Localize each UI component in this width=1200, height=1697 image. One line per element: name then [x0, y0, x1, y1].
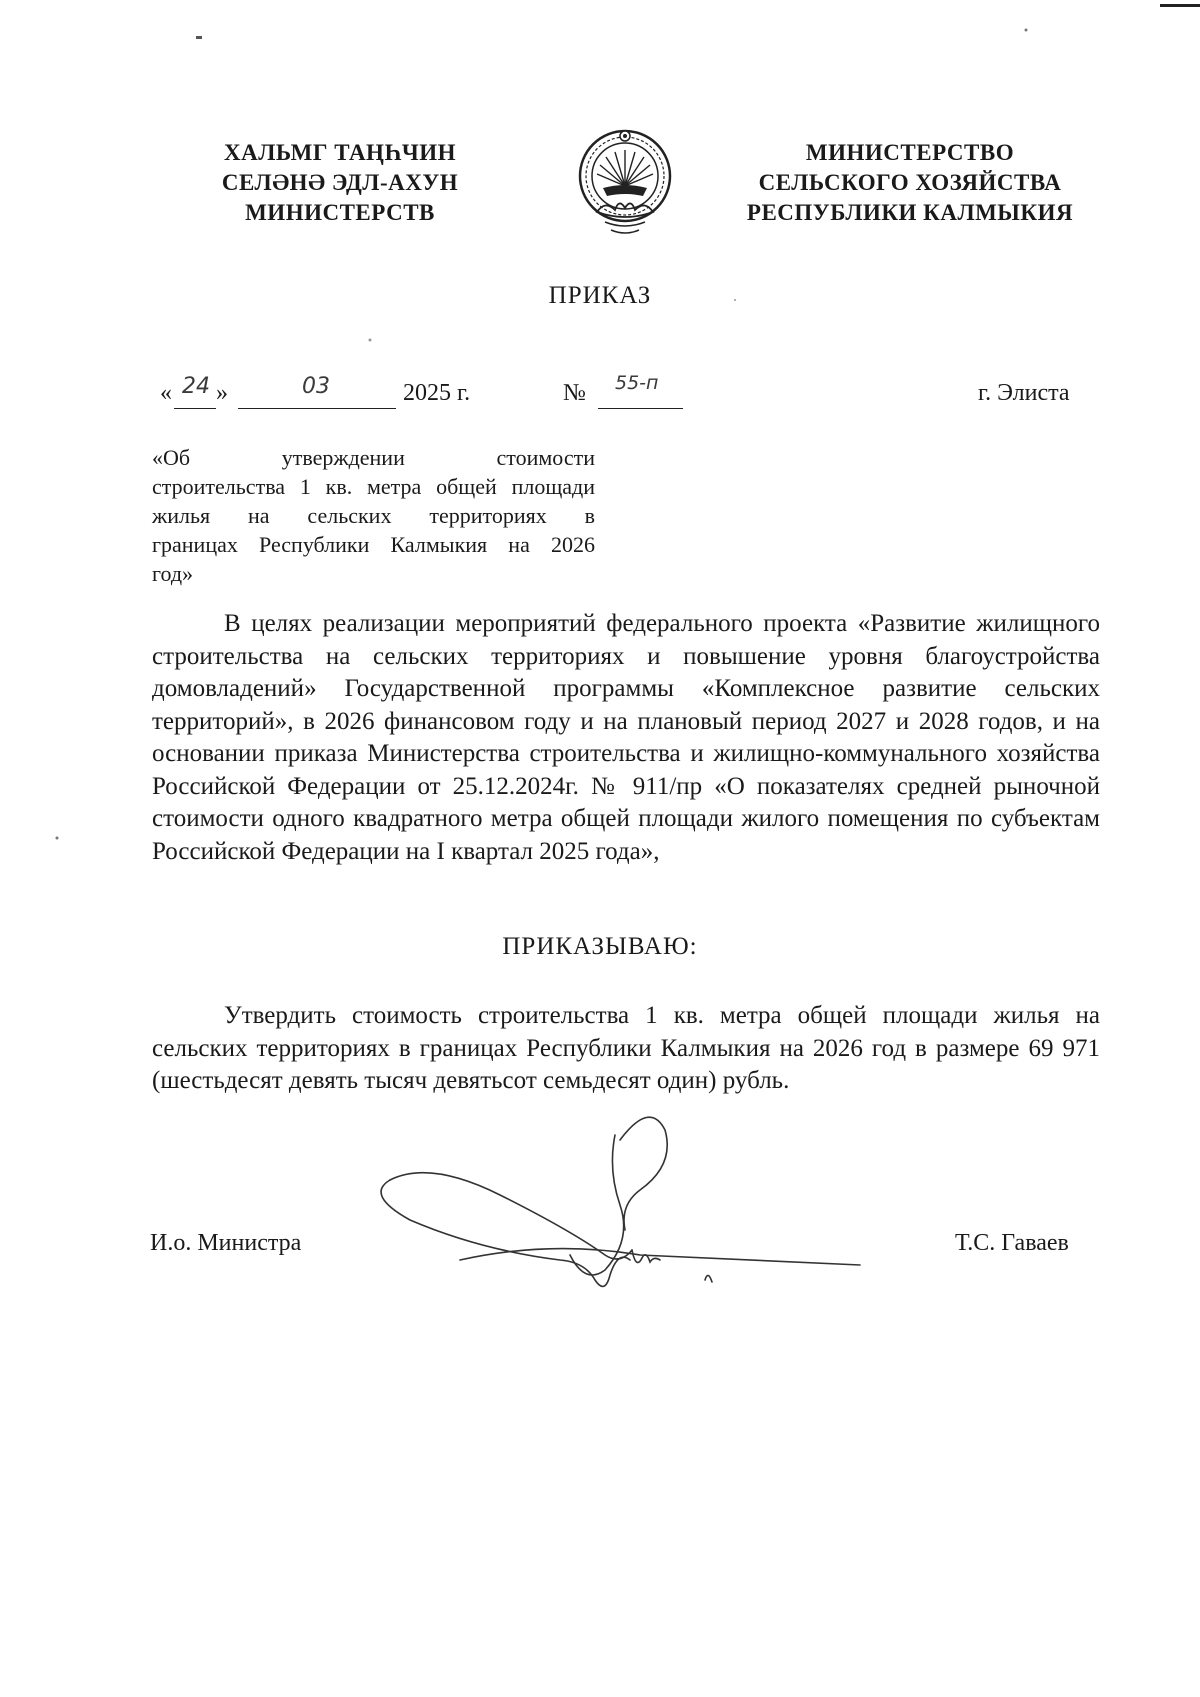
header-right-line-1: МИНИСТЕРСТВО: [805, 140, 1015, 165]
signer-position: И.о. Министра: [150, 1230, 302, 1256]
subject-line: строительства 1 кв. метра общей площади: [152, 474, 595, 499]
handwritten-signature: [370, 1110, 870, 1295]
header-left-line-2: СЕЛƏНƏ ЭДЛ-АХУН: [221, 170, 459, 195]
subject-line: «Об утверждении стоимости: [152, 445, 595, 470]
coat-of-arms-icon: [575, 124, 675, 240]
date-day-handwritten: 24: [182, 374, 210, 399]
month-underline: [238, 408, 396, 409]
number-underline: [598, 408, 683, 409]
number-sign: №: [563, 380, 586, 406]
date-close-quote: »: [216, 380, 228, 406]
header-left-line-1: ХАЛЬМГ ТАҢҺЧИН: [224, 140, 456, 165]
document-title: ПРИКАЗ: [548, 282, 652, 309]
order-directive-heading: ПРИКАЗЫВАЮ:: [502, 933, 698, 960]
header-kalmyk-ministry-name: [195, 138, 485, 228]
date-number-row: [0, 372, 1200, 420]
order-number-handwritten: 55-п: [615, 372, 659, 394]
subject-line: жилья на сельских территориях в: [152, 503, 595, 528]
preamble-paragraph: В целях реализации мероприятий федерального проекта «Развитие жилищного строительства на сельских территориях и повышение уровня благоустройства домовладений» Государственной программы «Комплексное развитие сельских территорий», в 2026 финансовом году и на плановый период 2027 и 2028 годов, и на основании приказа Министерства строительства и жилищно-коммунального хозяйства Российской Федерации от 25.12.2024г. № 911/пр «О показателях средней рыночной стоимости одного квадратного метра общей площади жилого помещения по субъектам Российской Федерации на I квартал 2025 года»,: [152, 610, 1100, 865]
subject-line: границах Республики Калмыкия на 2026: [152, 532, 595, 557]
day-underline: [174, 408, 216, 409]
date-year: 2025 г.: [403, 380, 471, 406]
signer-name: Т.С. Гаваев: [955, 1230, 1069, 1256]
header-right-line-2: СЕЛЬСКОГО ХОЗЯЙСТВА: [758, 170, 1062, 195]
date-month-handwritten: 03: [302, 374, 330, 399]
date-open-quote: «: [160, 380, 172, 406]
header-right-line-3: РЕСПУБЛИКИ КАЛМЫКИЯ: [746, 200, 1074, 225]
order-subject: [152, 443, 595, 588]
header-left-line-3: МИНИСТЕРСТВ: [245, 200, 435, 225]
city: г. Элиста: [978, 380, 1070, 406]
decision-paragraph: Утвердить стоимость строительства 1 кв. метра общей площади жилья на сельских территориях в границах Республики Калмыкия на 2026 год в размере 69 971 (шестьдесят девять тысяч девятьсот семьдесят один) рубль.: [152, 1002, 1100, 1094]
subject-line: год»: [152, 561, 194, 586]
header-russian-ministry-name: [740, 138, 1080, 228]
